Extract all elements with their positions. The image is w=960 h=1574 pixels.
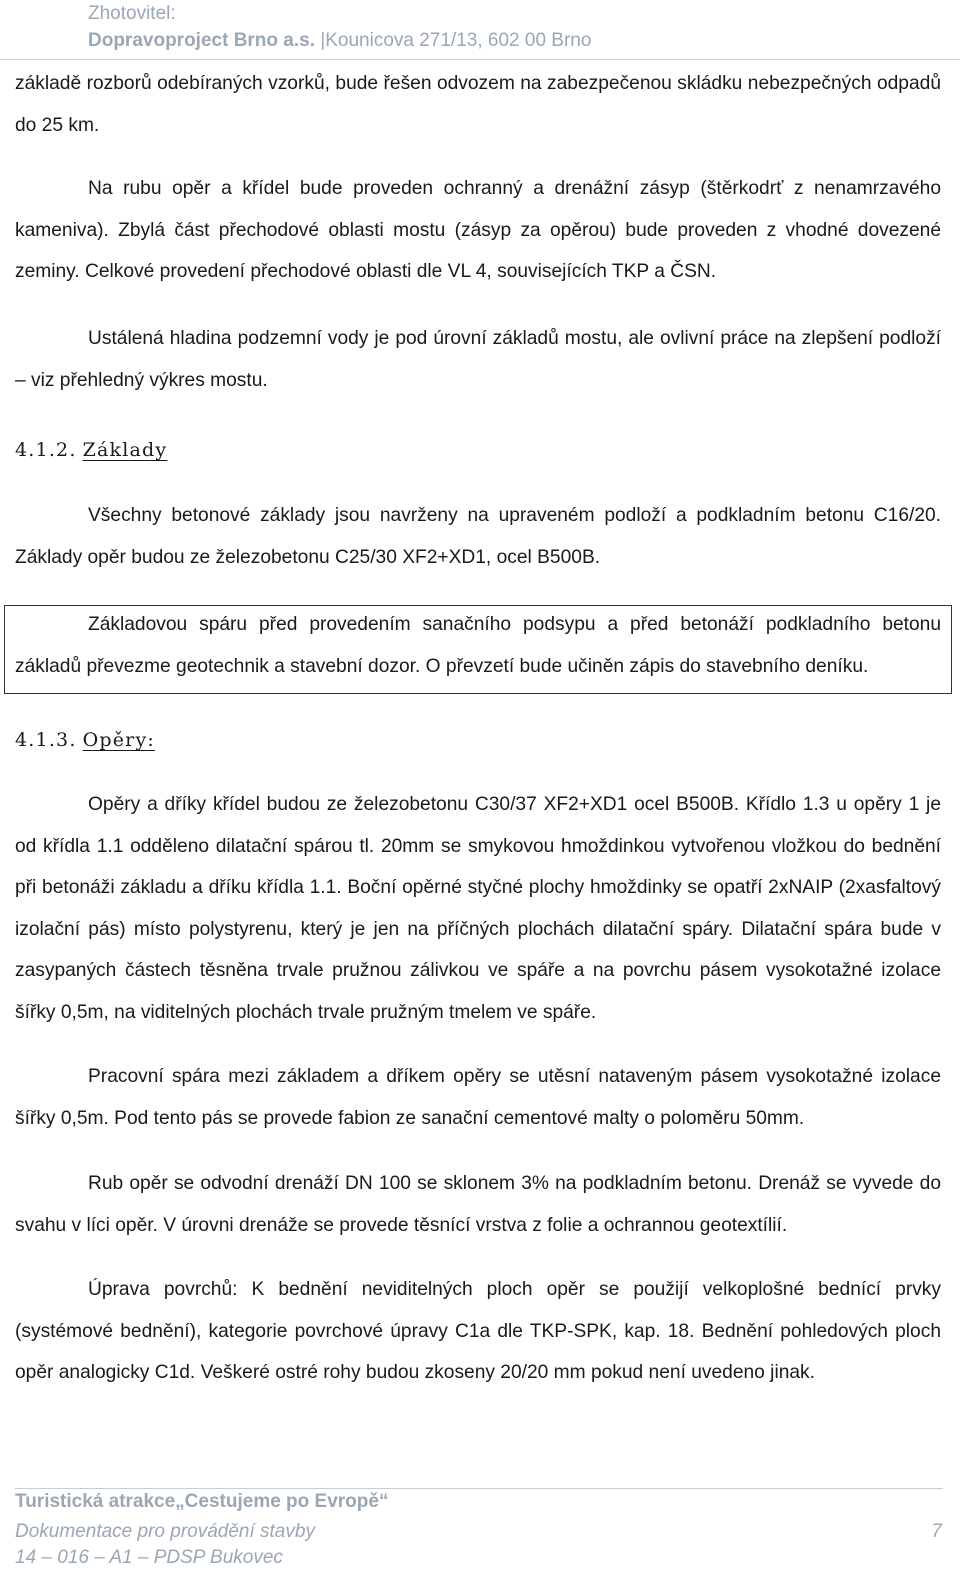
header-rule (0, 59, 960, 60)
contractor-info (88, 27, 591, 54)
paragraph-groundwater: Ustálená hladina podzemní vody je pod úrovní základů mostu, ale ovlivní práce na zlepšení podloží – viz přehledný výkres mostu. (15, 328, 941, 391)
section-number: 4.1.2. (15, 439, 77, 461)
section-number: 4.1.3. (15, 729, 77, 751)
company-name: Dopravoproject Brno a.s. (88, 30, 315, 51)
paragraph-work-joint: Pracovní spára mezi základem a dříkem opěry se utěsní nataveným pásem vysokotažné izolace šířky 0,5m. Pod tento pás se provede fabion ze sanační cementové malty o poloměru 50mm. (15, 1066, 941, 1129)
company-address: Kounicova 271/13, 602 00 Brno (325, 30, 592, 51)
footer-document-type: Dokumentace pro provádění stavby (15, 1521, 315, 1542)
paragraph-drainage: Rub opěr se odvodní drenáží DN 100 se sklonem 3% na podkladním betonu. Drenáž se vyvede do svahu v líci opěr. V úrovni drenáže se provede těsnící vrstva z folie a ochrannou geotextílií. (15, 1173, 941, 1236)
footer-project-code: 14 – 016 – A1 – PDSP Bukovec (15, 1547, 283, 1568)
section-title: Základy (82, 439, 168, 461)
page-number: 7 (931, 1521, 942, 1542)
paragraph-surface-finish: Úprava povrchů: K bednění neviditelných ploch opěr se použijí velkoplošné bednící prvky (systémové bednění), kategorie povrchové úpravy C1a dle TKP-SPK, kap. 18. Bednění pohledových ploch opěr analogicky C1d. Veškeré ostré rohy budou zkoseny 20/20 mm pokud není uvedeno jinak. (15, 1279, 941, 1383)
header-separator: | (320, 30, 326, 51)
section-heading-foundations (15, 439, 167, 461)
footer-rule (15, 1488, 943, 1489)
footer-project-title: Turistická atrakce„Cestujeme po Evropě“ (15, 1491, 389, 1512)
section-heading-abutments (15, 729, 155, 751)
paragraph-abutments: Opěry a dříky křídel budou ze železobetonu C30/37 XF2+XD1 ocel B500B. Křídlo 1.3 u opěry 1 je od křídla 1.1 odděleno dilatační spárou tl. 20mm se smykovou hmoždinkou vytvořenou vložkou do bednění při betonáži základu a dříku křídla 1.1. Boční opěrné styčné plochy hmoždinky se opatří 2xNAIP (2xasfaltový izolační pás) místo polystyrenu, který je jen na příčných plochách dilatační spáry. Dilatační spára bude v zasypaných částech těsněna trvale pružnou zálivkou ve spáře a na povrchu pásem vysokotažné izolace šířky 0,5m, na viditelných plochách trvale pružným tmelem ve spáře. (15, 794, 941, 1023)
paragraph-foundations: Všechny betonové základy jsou navrženy na upraveném podloží a podkladním betonu C16/20. Základy opěr budou ze železobetonu C25/30 XF2+XD1, ocel B500B. (15, 505, 941, 568)
paragraph-disposal: základě rozborů odebíraných vzorků, bude řešen odvozem na zabezpečenou skládku nebezpečných odpadů do 25 km. (15, 73, 941, 136)
contractor-label: Zhotovitel: (88, 3, 176, 24)
section-title: Opěry: (82, 729, 155, 751)
paragraph-foundation-joint: Základovou spáru před provedením sanačního podsypu a před betonáží podkladního betonu základů převezme geotechnik a stavební dozor. O převzetí bude učiněn zápis do stavebního deníku. (15, 614, 941, 677)
paragraph-backfill: Na rubu opěr a křídel bude proveden ochranný a drenážní zásyp (štěrkodrť z nenamrzavého kameniva). Zbylá část přechodové oblasti mostu (zásyp za opěrou) bude proveden z vhodné dovezené zeminy. Celkové provedení přechodové oblasti dle VL 4, souvisejících TKP a ČSN. (15, 178, 941, 282)
